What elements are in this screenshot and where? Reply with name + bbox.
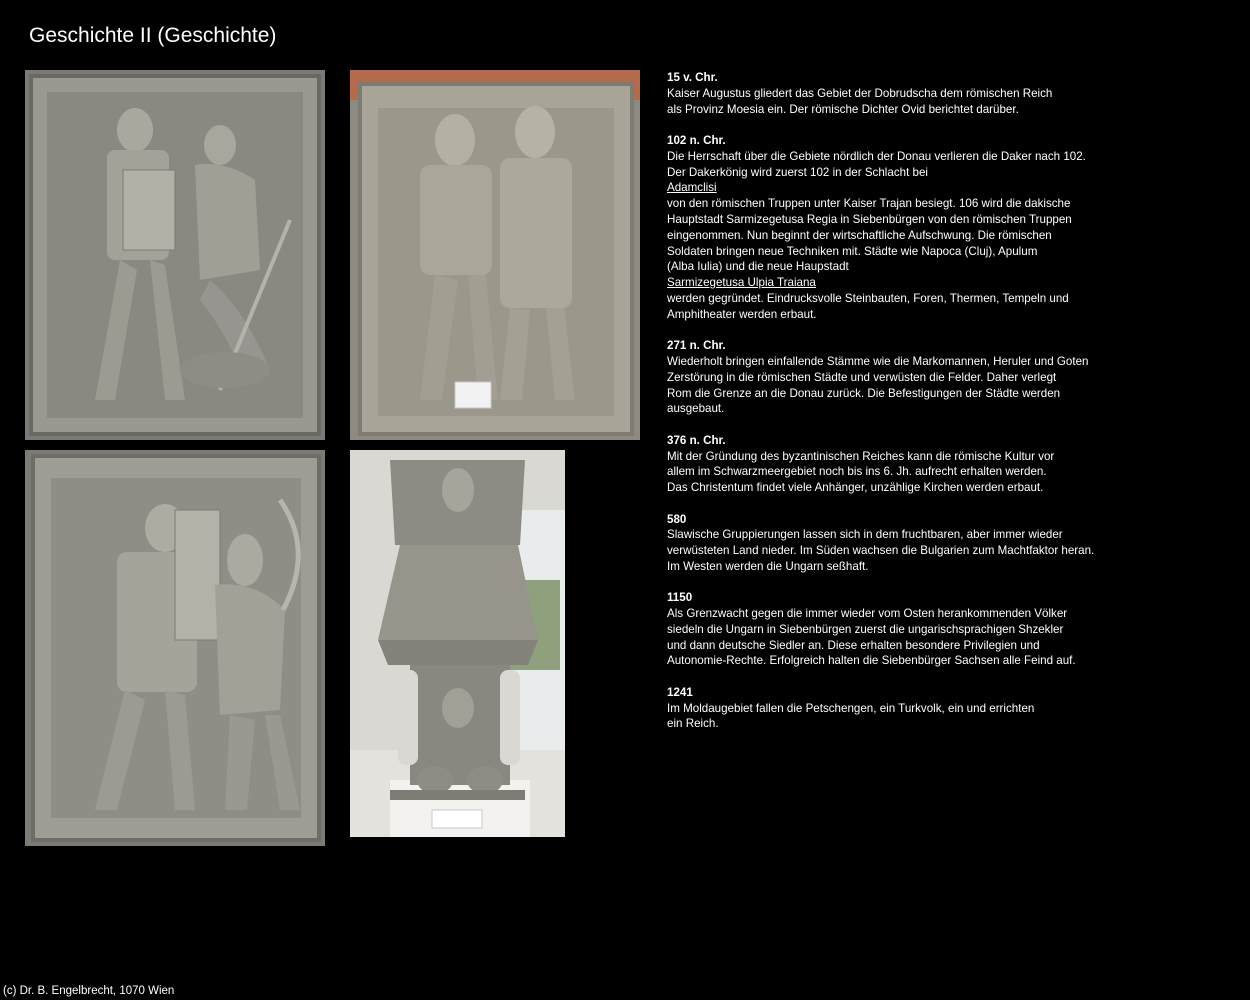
entry-year: 580 bbox=[667, 512, 687, 526]
adamclisi-link[interactable]: Adamclisi bbox=[667, 181, 717, 195]
relief-photo-1[interactable] bbox=[25, 70, 325, 440]
entry-line: werden gegründet. Eindrucksvolle Steinbauten, Foren, Thermen, Tempeln und bbox=[667, 291, 1069, 305]
entry-line: Kaiser Augustus gliedert das Gebiet der Dobrudscha dem römischen Reich bbox=[667, 86, 1053, 100]
relief-image-2 bbox=[350, 70, 640, 440]
entry-376-ad bbox=[667, 433, 1137, 496]
entry-line: allem im Schwarzmeergebiet noch bis ins 6. Jh. aufrecht erhalten werden. bbox=[667, 465, 1047, 479]
entry-line: eingenommen. Nun beginnt der wirtschaftliche Aufschwung. Die römischen bbox=[667, 228, 1052, 242]
relief-image-1 bbox=[25, 70, 325, 440]
entry-line: Soldaten bringen neue Techniken mit. Städte wie Napoca (Cluj), Apulum bbox=[667, 244, 1038, 258]
entry-line: verwüsteten Land nieder. Im Süden wachsen die Bulgarien zum Machtfaktor heran. bbox=[667, 544, 1095, 558]
entry-line: Hauptstadt Sarmizegetusa Regia in Siebenbürgen von den römischen Truppen bbox=[667, 212, 1072, 226]
entry-line: Im Westen werden die Ungarn seßhaft. bbox=[667, 559, 869, 573]
entry-1150 bbox=[667, 590, 1137, 669]
entry-1241 bbox=[667, 685, 1137, 732]
entry-year: 102 n. Chr. bbox=[667, 133, 726, 147]
entry-line: Im Moldaugebiet fallen die Petschengen, ein Turkvolk, ein und errichten bbox=[667, 701, 1035, 715]
entry-line: Mit der Gründung des byzantinischen Reiches kann die römische Kultur vor bbox=[667, 449, 1055, 463]
entry-line: Autonomie-Rechte. Erfolgreich halten die Siebenbürger Sachsen alle Feind auf. bbox=[667, 654, 1076, 668]
relief-photo-3[interactable] bbox=[25, 450, 325, 846]
entry-year: 271 n. Chr. bbox=[667, 339, 726, 353]
entry-year: 376 n. Chr. bbox=[667, 433, 726, 447]
entry-year: 15 v. Chr. bbox=[667, 71, 718, 84]
entry-line: (Alba Iulia) und die neue Haupstadt bbox=[667, 260, 849, 274]
entry-line: Slawische Gruppierungen lassen sich in dem fruchtbaren, aber immer wieder bbox=[667, 528, 1063, 542]
relief-image-3 bbox=[25, 450, 325, 846]
entry-line: als Provinz Moesia ein. Der römische Dichter Ovid berichtet darüber. bbox=[667, 102, 1019, 116]
tropaeum-photo[interactable] bbox=[350, 450, 565, 837]
entry-15-bc bbox=[667, 70, 1137, 117]
entry-102-ad bbox=[667, 133, 1137, 323]
tropaeum-image bbox=[350, 450, 565, 837]
entry-line: Amphitheater werden erbaut. bbox=[667, 307, 817, 321]
entry-year: 1150 bbox=[667, 591, 693, 605]
history-text bbox=[667, 70, 1137, 748]
entry-line: von den römischen Truppen unter Kaiser Trajan besiegt. 106 wird die dakische bbox=[667, 197, 1071, 211]
entry-line: Das Christentum findet viele Anhänger, unzählige Kirchen werden erbaut. bbox=[667, 481, 1044, 495]
entry-line: Die Herrschaft über die Gebiete nördlich der Donau verlieren die Daker nach 102. bbox=[667, 149, 1086, 163]
copyright-footer: (c) Dr. B. Engelbrecht, 1070 Wien bbox=[3, 985, 175, 997]
entry-line: Zerstörung in die römischen Städte und verwüsten die Felder. Daher verlegt bbox=[667, 370, 1057, 384]
entry-line: Der Dakerkönig wird zuerst 102 in der Schlacht bei bbox=[667, 165, 928, 179]
sarmizegetusa-link[interactable]: Sarmizegetusa Ulpia Traiana bbox=[667, 276, 816, 290]
entry-year: 1241 bbox=[667, 685, 693, 699]
entry-580 bbox=[667, 512, 1137, 575]
entry-line: ein Reich. bbox=[667, 717, 719, 731]
entry-line: siedeln die Ungarn in Siebenbürgen zuerst die ungarischsprachigen Shzekler bbox=[667, 622, 1064, 636]
entry-271-ad bbox=[667, 338, 1137, 417]
entry-line: Rom die Grenze an die Donau zurück. Die Befestigungen der Städte werden bbox=[667, 386, 1061, 400]
entry-line: und dann deutsche Siedler an. Diese erhalten besondere Privilegien und bbox=[667, 638, 1040, 652]
entry-line: ausgebaut. bbox=[667, 402, 725, 416]
entry-line: Wiederholt bringen einfallende Stämme wie die Markomannen, Heruler und Goten bbox=[667, 354, 1089, 368]
entry-line: Als Grenzwacht gegen die immer wieder vom Osten herankommenden Völker bbox=[667, 607, 1068, 621]
relief-photo-2[interactable] bbox=[350, 70, 640, 440]
page-title: Geschichte II (Geschichte) bbox=[29, 24, 277, 47]
